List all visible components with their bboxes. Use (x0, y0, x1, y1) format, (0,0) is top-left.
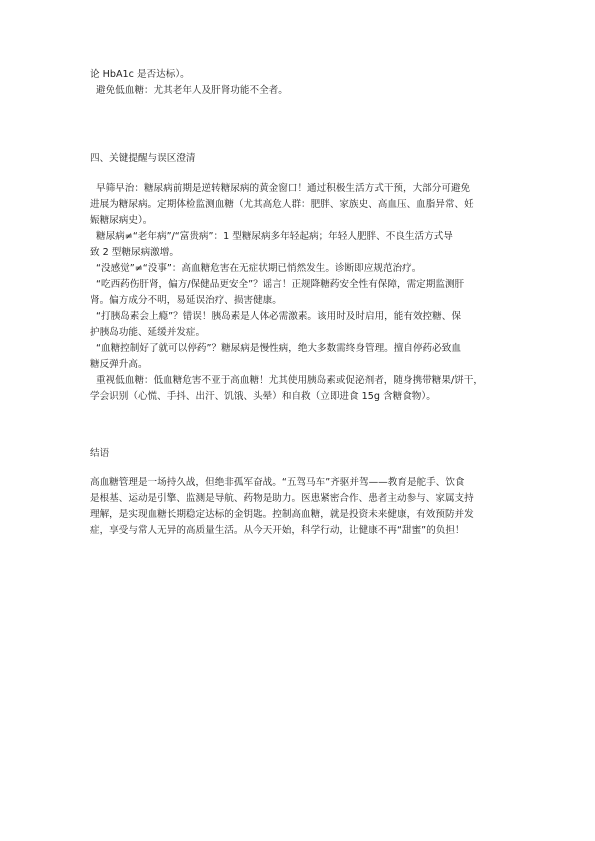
text-line: 重视低血糖：低血糖危害不亚于高血糖！尤其使用胰岛素或促泌剂者，随身携带糖果/饼干， (96, 375, 483, 386)
text-line: 学会识别（心慌、手抖、出汗、饥饿、头晕）和自救（立即进食 15g 含糖食物）。 (90, 391, 436, 402)
text-line: 糖反弹升高。 (90, 359, 148, 370)
text-line: 症，享受与常人无异的高质量生活。从今天开始，科学行动，让健康不再“甜蜜”的负担！ (90, 525, 465, 536)
text-line: 高血糖管理是一场持久战，但绝非孤军奋战。“五驾马车”齐驱并驾——教育是舵手、饮食 (90, 477, 465, 488)
section-body (90, 181, 508, 405)
continued-list-text (90, 67, 508, 99)
text-line: “没感觉”≠“没事”：高血糖危害在无症状期已悄然发生。诊断即应规范治疗。 (96, 263, 422, 274)
conclusion-paragraph (90, 475, 508, 539)
text-line: 避免低血糖：尤其老年人及肝肾功能不全者。 (96, 85, 288, 96)
text-line: “吃西药伤肝肾，偏方/保健品更安全”？谣言！正规降糖药安全性有保障，需定期监测肝 (96, 279, 465, 290)
text-line: “血糖控制好了就可以停药”？糖尿病是慢性病，绝大多数需终身管理。擅自停药必致血 (96, 343, 461, 354)
text-line: 进展为糖尿病。定期体检监测血糖（尤其高危人群：肥胖、家族史、高血压、血脂异常、妊 (90, 199, 474, 210)
text-line: 护胰岛功能、延缓并发症。 (90, 327, 206, 338)
text-line: 肾。偏方成分不明，易延误治疗、损害健康。 (90, 295, 282, 306)
text-line: 是根基、运动是引擎、监测是导航、药物是助力。医患紧密合作、患者主动参与、家属支持 (90, 493, 474, 504)
text-line: “打胰岛素会上瘾”？错误！胰岛素是人体必需激素。该用时及时启用，能有效控糖、保 (96, 311, 461, 322)
section-title: 四、关键提醒与误区澄清 (90, 153, 196, 164)
section-heading (90, 151, 508, 167)
section-title: 结语 (90, 448, 110, 459)
text-line: 娠糖尿病史）。 (90, 215, 153, 226)
text-line: 糖尿病≠“老年病”/“富贵病”：1 型糖尿病多年轻起病；年轻人肥胖、不良生活方式导 (96, 231, 453, 242)
text-line: 论 HbA1c 是否达标）。 (90, 69, 190, 80)
text-line: 致 2 型糖尿病激增。 (90, 247, 179, 258)
section-heading (90, 446, 508, 462)
text-line: 理解，是实现血糖长期稳定达标的金钥匙。控制高血糖，就是投资未来健康，有效预防并发 (90, 509, 474, 520)
text-line: 早筛早治：糖尿病前期是逆转糖尿病的黄金窗口！通过积极生活方式干预，大部分可避免 (96, 183, 471, 194)
